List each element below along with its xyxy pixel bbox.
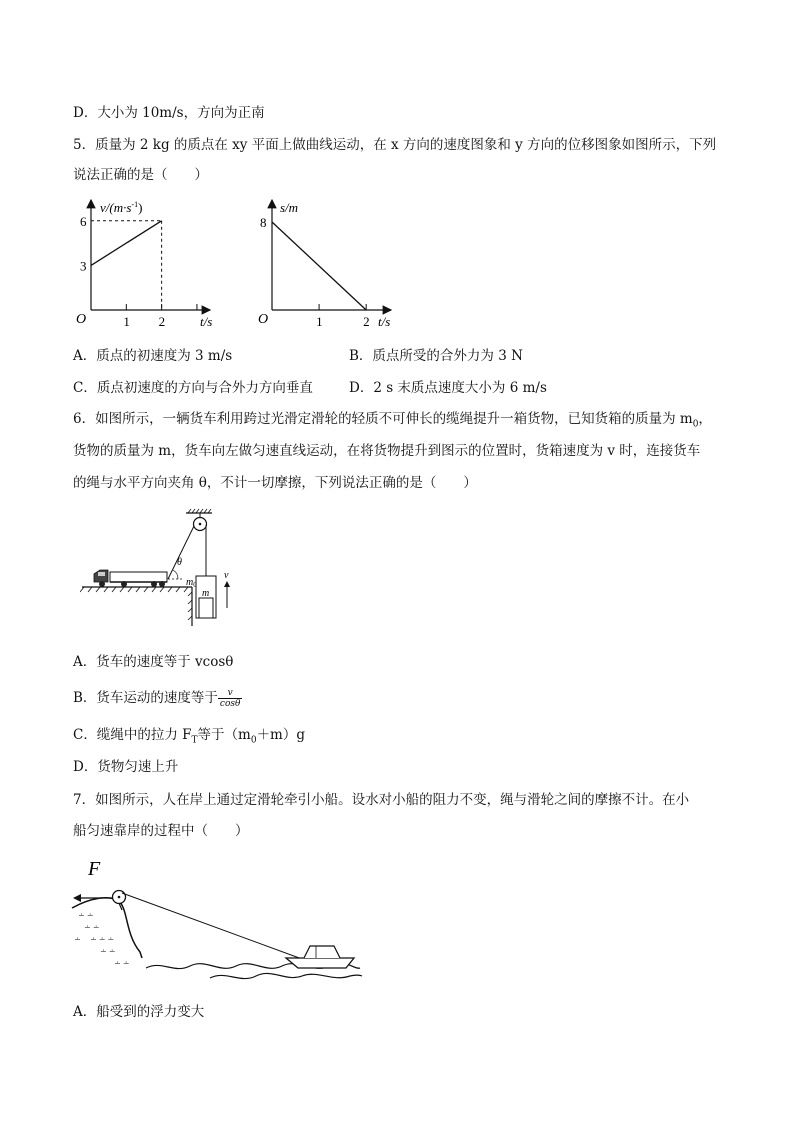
- origin-label: O: [258, 312, 269, 327]
- truck-icon: [94, 570, 167, 587]
- q4-option-d: D．大小为 10m/s，方向为正南: [73, 105, 265, 121]
- cargo-m: [199, 598, 213, 618]
- svg-text:∸ ∸: ∸ ∸: [78, 911, 94, 920]
- rope-to-truck: [168, 526, 194, 579]
- q7-stem-line-2: 船匀速靠岸的过程中（ ）: [73, 823, 249, 839]
- origin-label: O: [76, 312, 87, 327]
- svg-text:∸ ∸ ∸: ∸ ∸ ∸: [90, 935, 115, 944]
- q6-stem-line-3: 的绳与水平方向夹角 θ，不计一切摩擦，下列说法正确的是（ ）: [73, 475, 477, 491]
- svg-text:∸ ∸: ∸ ∸: [84, 923, 100, 932]
- q6-option-c: C．缆绳中的拉力 $F_T$等于$(m_0+m)g$: [73, 727, 306, 746]
- q5-displacement-graph: [255, 195, 405, 333]
- y-tick-label-6: 6: [80, 213, 87, 229]
- svg-text:∸: ∸: [74, 935, 81, 944]
- q5-option-a: A．质点的初速度为 3 m/s: [73, 348, 233, 364]
- rope: [122, 893, 302, 959]
- svg-text:∸ ∸: ∸ ∸: [100, 947, 116, 956]
- series-line: [272, 222, 366, 310]
- q5-stem-line-2: 说法正确的是（ ）: [73, 167, 208, 183]
- q6-option-d: D．货物匀速上升: [73, 759, 179, 775]
- series-line: [91, 221, 162, 266]
- q7-boat-shore-diagram: [70, 850, 370, 985]
- force-f-label: F: [88, 858, 101, 880]
- q7-stem-line-1: 7．如图所示，人在岸上通过定滑轮牵引小船。设水对小船的阻力不变，绳与滑轮之间的摩擦不计。在小: [73, 792, 690, 808]
- q6-stem-line-1: 6．如图所示，一辆货车利用跨过光滑定滑轮的轻质不可伸长的缆绳提升一箱货物，已知货箱的质量为 $m_0$，: [73, 411, 712, 430]
- x-axis-label: t/s: [200, 314, 213, 329]
- q6-truck-pulley-diagram: [80, 508, 240, 628]
- q5-option-b: B．质点所受的合外力为 3 N: [349, 348, 523, 364]
- velocity-v-label: v: [224, 570, 229, 581]
- x-tick-label-2: 2: [363, 314, 370, 329]
- q6-option-a: A．货车的速度等于 vcosθ: [73, 654, 234, 670]
- q7-option-a: A．船受到的浮力变大: [73, 1004, 205, 1020]
- x-axis-label: t/s: [378, 314, 391, 329]
- q6-stem-line-2: 货物的质量为 m，货车向左做匀速直线运动，在将货物提升到图示的位置时，货箱速度为 v 时，连接货车: [73, 443, 701, 459]
- x-tick-label-2: 2: [158, 314, 166, 329]
- angle-theta-label: θ: [177, 557, 182, 568]
- q5-option-d: D．2 s 末质点速度大小为 6 m/s: [349, 380, 547, 396]
- y-tick-label-3: 3: [80, 258, 87, 274]
- y-axis-label: s/m: [280, 200, 299, 215]
- crate-m0-label: $m_0$: [186, 577, 197, 589]
- fraction-v-over-cos-theta: $\frac{v}{\cos\theta}$: [219, 688, 241, 709]
- q5-stem-line-1: 5．质量为 2 kg 的质点在 xy 平面上做曲线运动，在 x 方向的速度图象和 y 方向的位移图象如图所示，下列: [73, 137, 717, 153]
- y-axis-label: $v/(m\cdot s^{-1})$: [100, 200, 143, 215]
- x-tick-label-1: 1: [123, 314, 130, 329]
- y-tick-label-8: 8: [260, 215, 267, 230]
- svg-text:∸ ∸: ∸ ∸: [114, 959, 130, 968]
- q6-option-b: B．货车运动的速度等于 $\frac{v}{\cos\theta}$: [73, 688, 241, 709]
- cargo-m-label: m: [202, 588, 210, 599]
- q5-velocity-graph: [72, 195, 222, 333]
- x-tick-label-1: 1: [316, 314, 323, 329]
- q5-option-c: C．质点初速度的方向与合外力方向垂直: [73, 380, 313, 396]
